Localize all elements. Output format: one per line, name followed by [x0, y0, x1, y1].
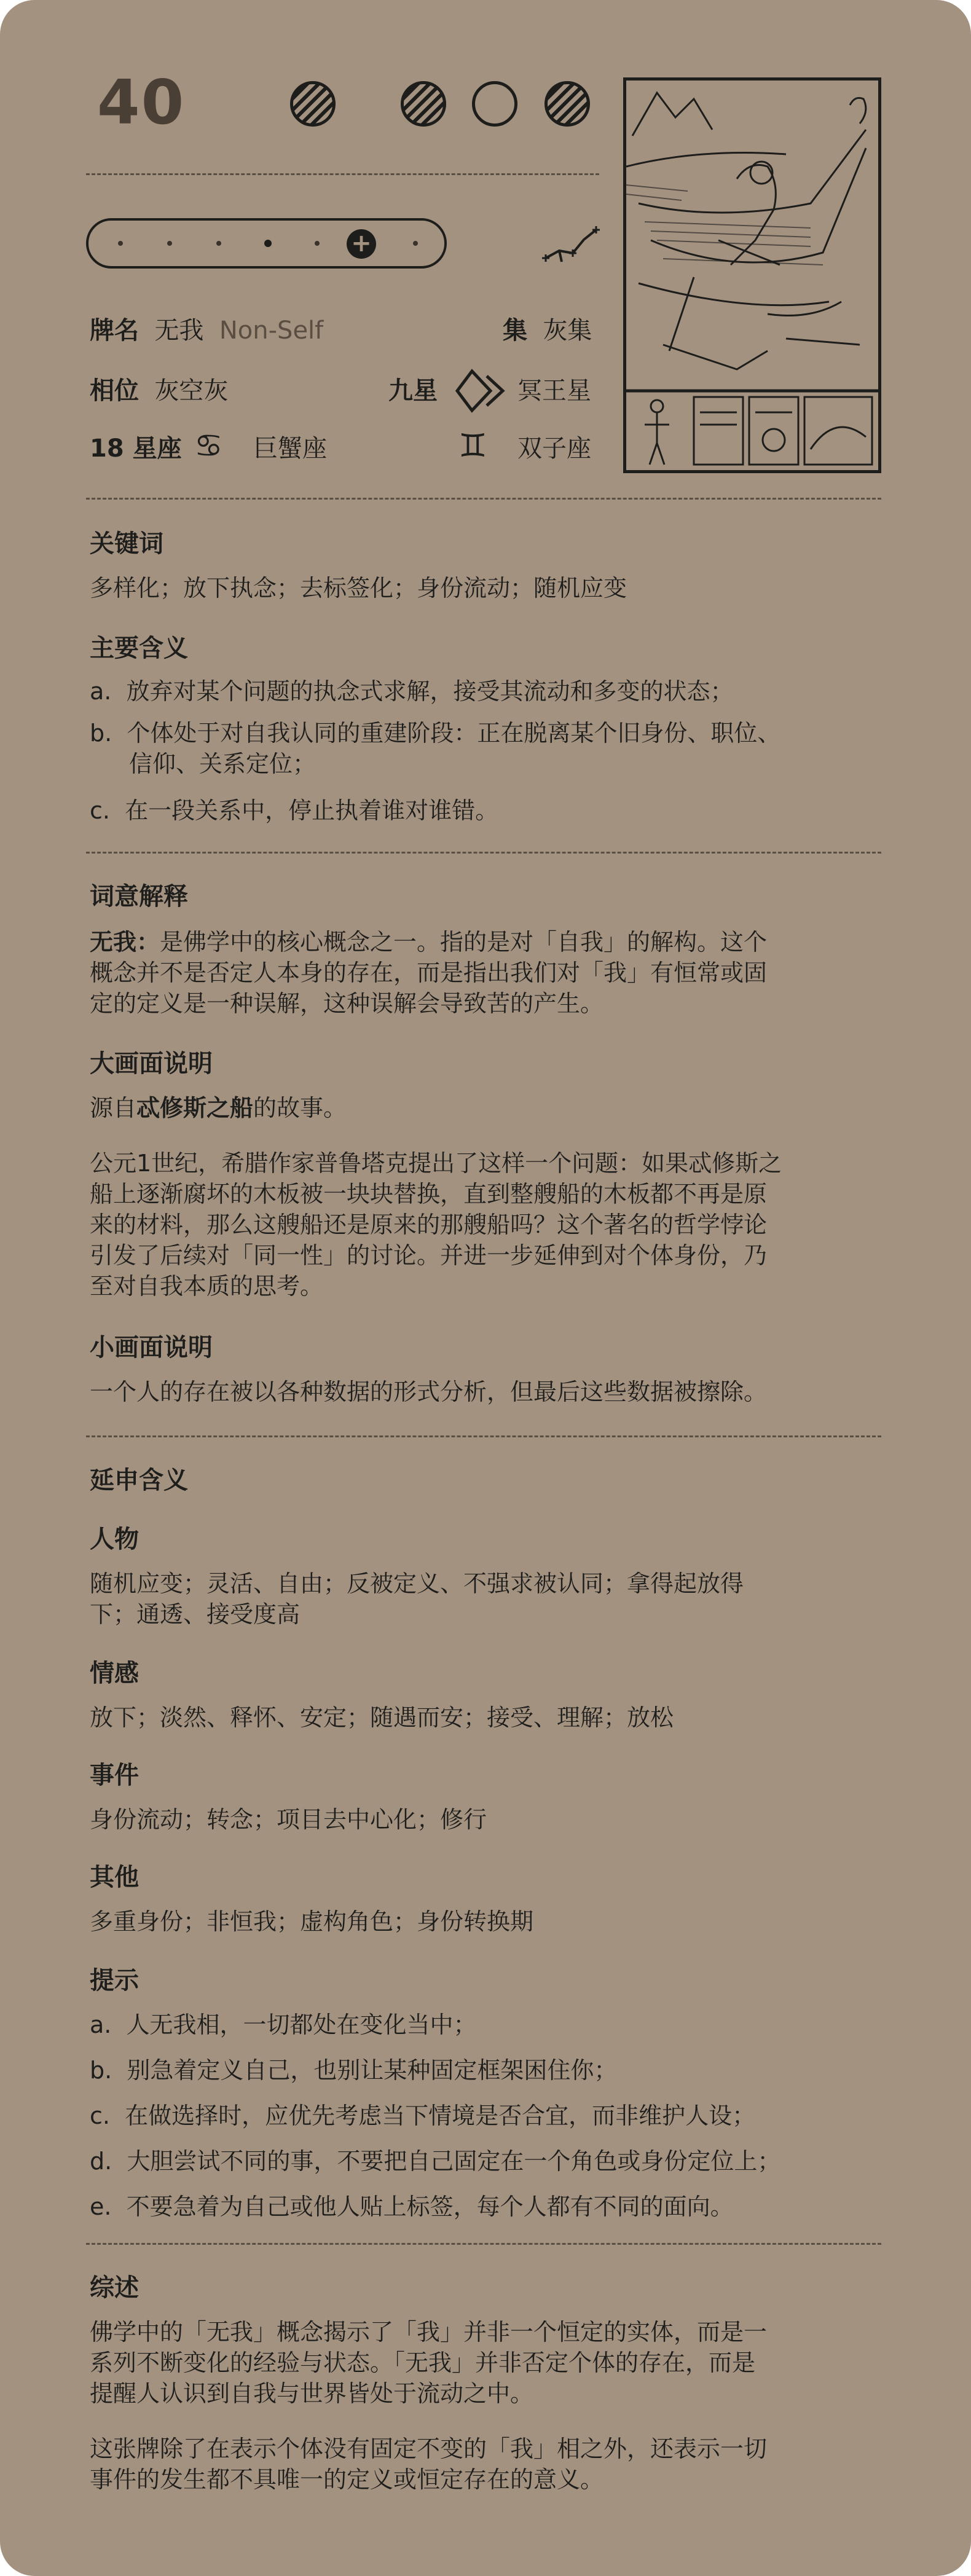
tip-item-b	[90, 2055, 617, 2086]
divider	[86, 173, 599, 175]
card-illustration	[623, 77, 881, 473]
zodiac-label-row	[90, 434, 182, 463]
divider	[86, 852, 881, 854]
divider	[86, 1435, 881, 1437]
gemini-symbol-icon: ♊	[458, 428, 487, 465]
big-picture-line-3: 来的材料，那么这艘船还是原来的那艘船吗？这个著名的哲学悖论	[90, 1211, 768, 1238]
other-text: 多重身份；非恒我；虚构角色；身份转换期	[90, 1908, 534, 1935]
person-title: 人物	[90, 1525, 139, 1553]
tip-text: 不要急着为自己或他人贴上标签，每个人都有不同的面向。	[126, 2193, 734, 2220]
summary-p1-line-1: 佛学中的「无我」概念揭示了「我」并非一个恒定的实体，而是一	[90, 2319, 768, 2346]
nine-star-row	[388, 376, 438, 406]
tip-item-e	[90, 2191, 734, 2222]
item-text: 放弃对某个问题的执念式求解，接受其流动和多变的状态；	[126, 678, 734, 705]
position-slider[interactable]	[86, 218, 447, 269]
divider	[86, 2243, 881, 2245]
phase-label: 相位	[90, 377, 139, 405]
name-cn: 无我	[154, 316, 204, 345]
summary-p1-line-2: 系列不断变化的经验与状态。「无我」并非否定个体的存在，而是	[90, 2349, 756, 2376]
phase-row	[90, 376, 228, 406]
word-meaning-title: 词意解释	[90, 882, 188, 911]
tip-marker: a.	[90, 2011, 112, 2038]
card-number: 40	[97, 66, 186, 138]
event-text: 身份流动；转念；项目去中心化；修行	[90, 1806, 487, 1833]
item-marker: a.	[90, 678, 112, 705]
tip-marker: d.	[90, 2148, 112, 2175]
word-meaning-line-2: 概念并不是否定人本身的存在，而是指出我们对「我」有恒常或固	[90, 959, 768, 986]
tip-item-c	[90, 2100, 755, 2131]
tip-text: 大胆尝试不同的事，不要把自己固定在一个角色或身份定位上；	[127, 2148, 781, 2175]
nine-label: 九星	[388, 377, 438, 405]
pluto-symbol-icon	[454, 367, 509, 414]
big-picture-line-1: 公元1世纪，希腊作家普鲁塔克提出了这样一个问题：如果忒修斯之	[90, 1150, 782, 1177]
slider-dot	[167, 241, 172, 246]
person-line-1: 随机应变；灵活、自由；反被定义、不强求被认同；拿得起放得	[90, 1570, 744, 1597]
ship-of-theseus-illustration	[626, 80, 878, 470]
nine-value: 冥王星	[517, 377, 591, 405]
name-en: Non-Self	[219, 316, 324, 345]
extended-title: 延申含义	[90, 1466, 188, 1494]
main-meaning-item-a	[90, 676, 734, 707]
main-meaning-title: 主要含义	[90, 634, 188, 662]
tip-text: 在做选择时，应优先考虑当下情境是否合宜，而非维护人设；	[125, 2102, 756, 2129]
hatched-circle-icon	[544, 81, 590, 127]
summary-p2-line-2: 事件的发生都不具唯一的定义或恒定存在的意义。	[90, 2466, 604, 2493]
slider-dot	[315, 241, 320, 246]
tip-marker: b.	[90, 2057, 112, 2084]
summary-title: 综述	[90, 2274, 139, 2302]
plus-icon[interactable]: +	[347, 229, 376, 259]
item-marker: b.	[90, 720, 112, 747]
hatched-circle-icon	[290, 81, 336, 127]
zodiac-label: 18 星座	[90, 434, 182, 463]
word-meaning-line-1	[90, 927, 767, 957]
word-meaning-term: 无我：	[90, 929, 160, 956]
zodiac-value-1: 巨蟹座	[253, 434, 327, 463]
constellation-icon	[541, 220, 602, 269]
emotion-title: 情感	[90, 1659, 139, 1687]
empty-circle-icon	[472, 81, 517, 127]
tip-marker: c.	[90, 2102, 110, 2129]
keywords-text: 多样化；放下执念；去标签化；身份流动；随机应变	[90, 575, 627, 602]
big-picture-line-5: 至对自我本质的思考。	[90, 1273, 324, 1300]
emotion-text: 放下；淡然、释怀、安定；随遇而安；接受、理解；放松	[90, 1704, 674, 1731]
slider-dot	[413, 241, 418, 246]
keywords-title: 关键词	[90, 530, 163, 558]
tip-item-a	[90, 2009, 477, 2040]
slider-dot	[118, 241, 123, 246]
item-marker: c.	[90, 797, 110, 824]
person-line-2: 下；通透、接受度高	[90, 1601, 301, 1628]
divider	[86, 498, 881, 500]
tip-text: 别急着定义自己，也别让某种固定框架困住你；	[127, 2057, 618, 2084]
other-title: 其他	[90, 1863, 139, 1891]
zodiac-value-2: 双子座	[517, 434, 591, 463]
word-meaning-text: 是佛学中的核心概念之一。指的是对「自我」的解构。这个	[160, 929, 768, 956]
big-picture-line-4: 引发了后续对「同一性」的讨论。并进一步延伸到对个体身份，乃	[90, 1242, 768, 1269]
main-meaning-item-c	[90, 795, 498, 826]
big-picture-title: 大画面说明	[90, 1050, 213, 1078]
small-picture-title: 小画面说明	[90, 1333, 213, 1362]
tip-marker: e.	[90, 2193, 112, 2220]
card-name-row	[90, 316, 323, 345]
set-label: 集	[503, 316, 527, 345]
set-value: 灰集	[543, 316, 592, 345]
main-meaning-item-b	[90, 718, 780, 748]
small-picture-text: 一个人的存在被以各种数据的形式分析，但最后这些数据被擦除。	[90, 1378, 768, 1405]
word-meaning-line-3: 定的定义是一种误解，这种误解会导致苦的产生。	[90, 990, 604, 1017]
slider-dot-active	[264, 240, 272, 247]
big-picture-line-2: 船上逐渐腐坏的木板被一块块替换，直到整艘船的木板都不再是原	[90, 1180, 768, 1208]
tip-item-d	[90, 2146, 780, 2177]
summary-p1-line-3: 提醒人认识到自我与世界皆处于流动之中。	[90, 2380, 534, 2407]
name-label: 牌名	[90, 316, 139, 345]
main-meaning-item-b-cont: 信仰、关系定位；	[129, 750, 316, 777]
tip-text: 人无我相，一切都处在变化当中；	[126, 2011, 477, 2038]
item-text: 在一段关系中，停止执着谁对谁错。	[125, 797, 499, 824]
source-prefix: 源自	[90, 1094, 137, 1121]
event-title: 事件	[90, 1761, 139, 1789]
summary-p2-line-1: 这张牌除了在表示个体没有固定不变的「我」相之外，还表示一切	[90, 2435, 768, 2462]
item-text: 个体处于对自我认同的重建阶段：正在脱离某个旧身份、职位、	[127, 720, 781, 747]
source-suffix: 的故事。	[253, 1094, 347, 1121]
hatched-circle-icon	[401, 81, 446, 127]
big-picture-source	[90, 1093, 347, 1123]
phase-value: 灰空灰	[154, 377, 229, 405]
slider-dot	[216, 241, 221, 246]
cancer-symbol-icon: ♋	[194, 428, 223, 465]
tips-title: 提示	[90, 1966, 139, 1995]
set-row	[503, 316, 592, 345]
source-name: 忒修斯之船	[136, 1094, 254, 1121]
